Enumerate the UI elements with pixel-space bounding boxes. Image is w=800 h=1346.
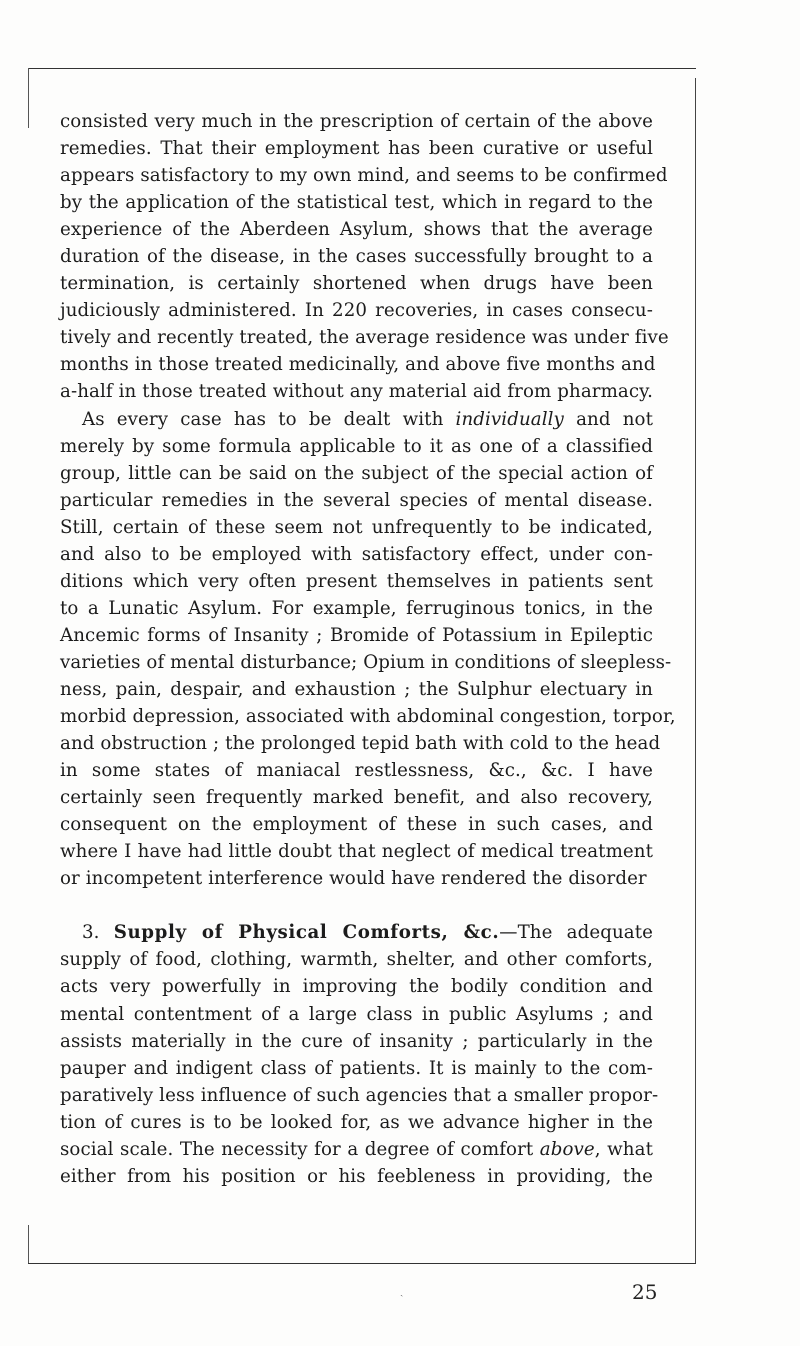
text-line: where I have had little doubt that neglect of medical treatment: [60, 841, 653, 863]
text-line: consequent on the employment of these in such cases, and: [60, 814, 653, 836]
text-line: ditions which very often present themselves in patients sent: [60, 570, 653, 592]
scan-border-left-bottom: [28, 1225, 29, 1263]
text-line: either from his position or his feebleness in providing, the: [60, 1165, 653, 1187]
text-line: and obstruction ; the prolonged tepid bath with cold to the head: [60, 733, 661, 755]
scan-border-bottom: [28, 1263, 696, 1264]
text-line: particular remedies in the several species of mental disease.: [60, 489, 653, 511]
text-line: tion of cures is to be looked for, as we advance higher in the: [60, 1111, 653, 1133]
text-line: experience of the Aberdeen Asylum, shows that the average: [60, 219, 653, 241]
text-line: mental contentment of a large class in public Asylums ; and: [60, 1003, 653, 1025]
text-line: to a Lunatic Asylum. For example, ferruginous tonics, in the: [60, 597, 653, 619]
text-line: remedies. That their employment has been curative or useful: [60, 138, 653, 160]
text-line: by the application of the statistical test, which in regard to the: [60, 192, 653, 214]
text-run: social scale. The necessity for a degree of comfort: [60, 1138, 540, 1160]
text-line: duration of the disease, in the cases successfully brought to a: [60, 246, 653, 268]
emphasis-text: above: [539, 1138, 595, 1160]
text-line: months in those treated medicinally, and above five months and: [60, 354, 656, 376]
paragraph-1: [60, 108, 669, 406]
section-number: 3.: [82, 922, 100, 944]
section-3: [60, 919, 659, 1189]
text-line: a-half in those treated without any material aid from pharmacy.: [60, 381, 653, 403]
text-line: [60, 919, 653, 946]
text-line: assists materially in the cure of insanity ; particularly in the: [60, 1030, 653, 1052]
text-line: Still, certain of these seem not unfrequently to be indicated,: [60, 516, 653, 538]
text-line: [60, 1136, 653, 1163]
text-line: group, little can be said on the subject of the special action of: [60, 462, 653, 484]
paragraph-2: [60, 406, 676, 893]
text-line: morbid depression, associated with abdominal congestion, torpor,: [60, 706, 676, 728]
text-line: tively and recently treated, the average residence was under five: [60, 327, 669, 349]
scan-border-left-top: [28, 68, 29, 128]
text-run: —The adequate: [499, 922, 653, 944]
text-line: certainly seen frequently marked benefit, and also recovery,: [60, 787, 653, 809]
text-line: varieties of mental disturbance; Opium in conditions of sleepless-: [60, 651, 672, 673]
section-heading: Supply of Physical Comforts, &c.: [113, 922, 500, 944]
text-line: or incompetent interference would have rendered the disorder: [60, 868, 647, 890]
page-number: 25: [632, 1280, 658, 1304]
text-line: merely by some formula applicable to it as one of a classified: [60, 435, 653, 457]
text-line: appears satisfactory to my own mind, and seems to be confirmed: [60, 165, 668, 187]
text-line: consisted very much in the prescription of certain of the above: [60, 111, 653, 132]
scan-border-top: [28, 68, 696, 69]
text-line: acts very powerfully in improving the bodily condition and: [60, 976, 653, 998]
text-line: [60, 406, 653, 433]
text-line: paratively less influence of such agencies that a smaller propor-: [60, 1084, 659, 1106]
scan-border-right: [695, 78, 696, 1263]
text-run: and not: [563, 408, 653, 430]
text-line: termination, is certainly shortened when drugs have been: [60, 273, 653, 295]
emphasis-text: individually: [455, 408, 564, 430]
text-run: As every case has to be dealt with: [82, 408, 456, 430]
text-line: ness, pain, despair, and exhaustion ; the Sulphur electuary in: [60, 678, 653, 700]
text-line: and also to be employed with satisfactory effect, under con-: [60, 543, 653, 565]
text-line: in some states of maniacal restlessness, &c., &c. I have: [60, 760, 653, 782]
text-line: pauper and indigent class of patients. It is mainly to the com-: [60, 1057, 653, 1079]
text-line: Ancemic forms of Insanity ; Bromide of Potassium in Epileptic: [60, 624, 653, 646]
body-text: [60, 108, 676, 1190]
scan-mark: ˎ: [400, 1286, 404, 1297]
paragraph-gap: [60, 892, 653, 919]
text-line: judiciously administered. In 220 recoveries, in cases consecu-: [60, 300, 653, 322]
text-run: , what: [594, 1138, 653, 1160]
text-line: supply of food, clothing, warmth, shelter, and other comforts,: [60, 949, 653, 971]
